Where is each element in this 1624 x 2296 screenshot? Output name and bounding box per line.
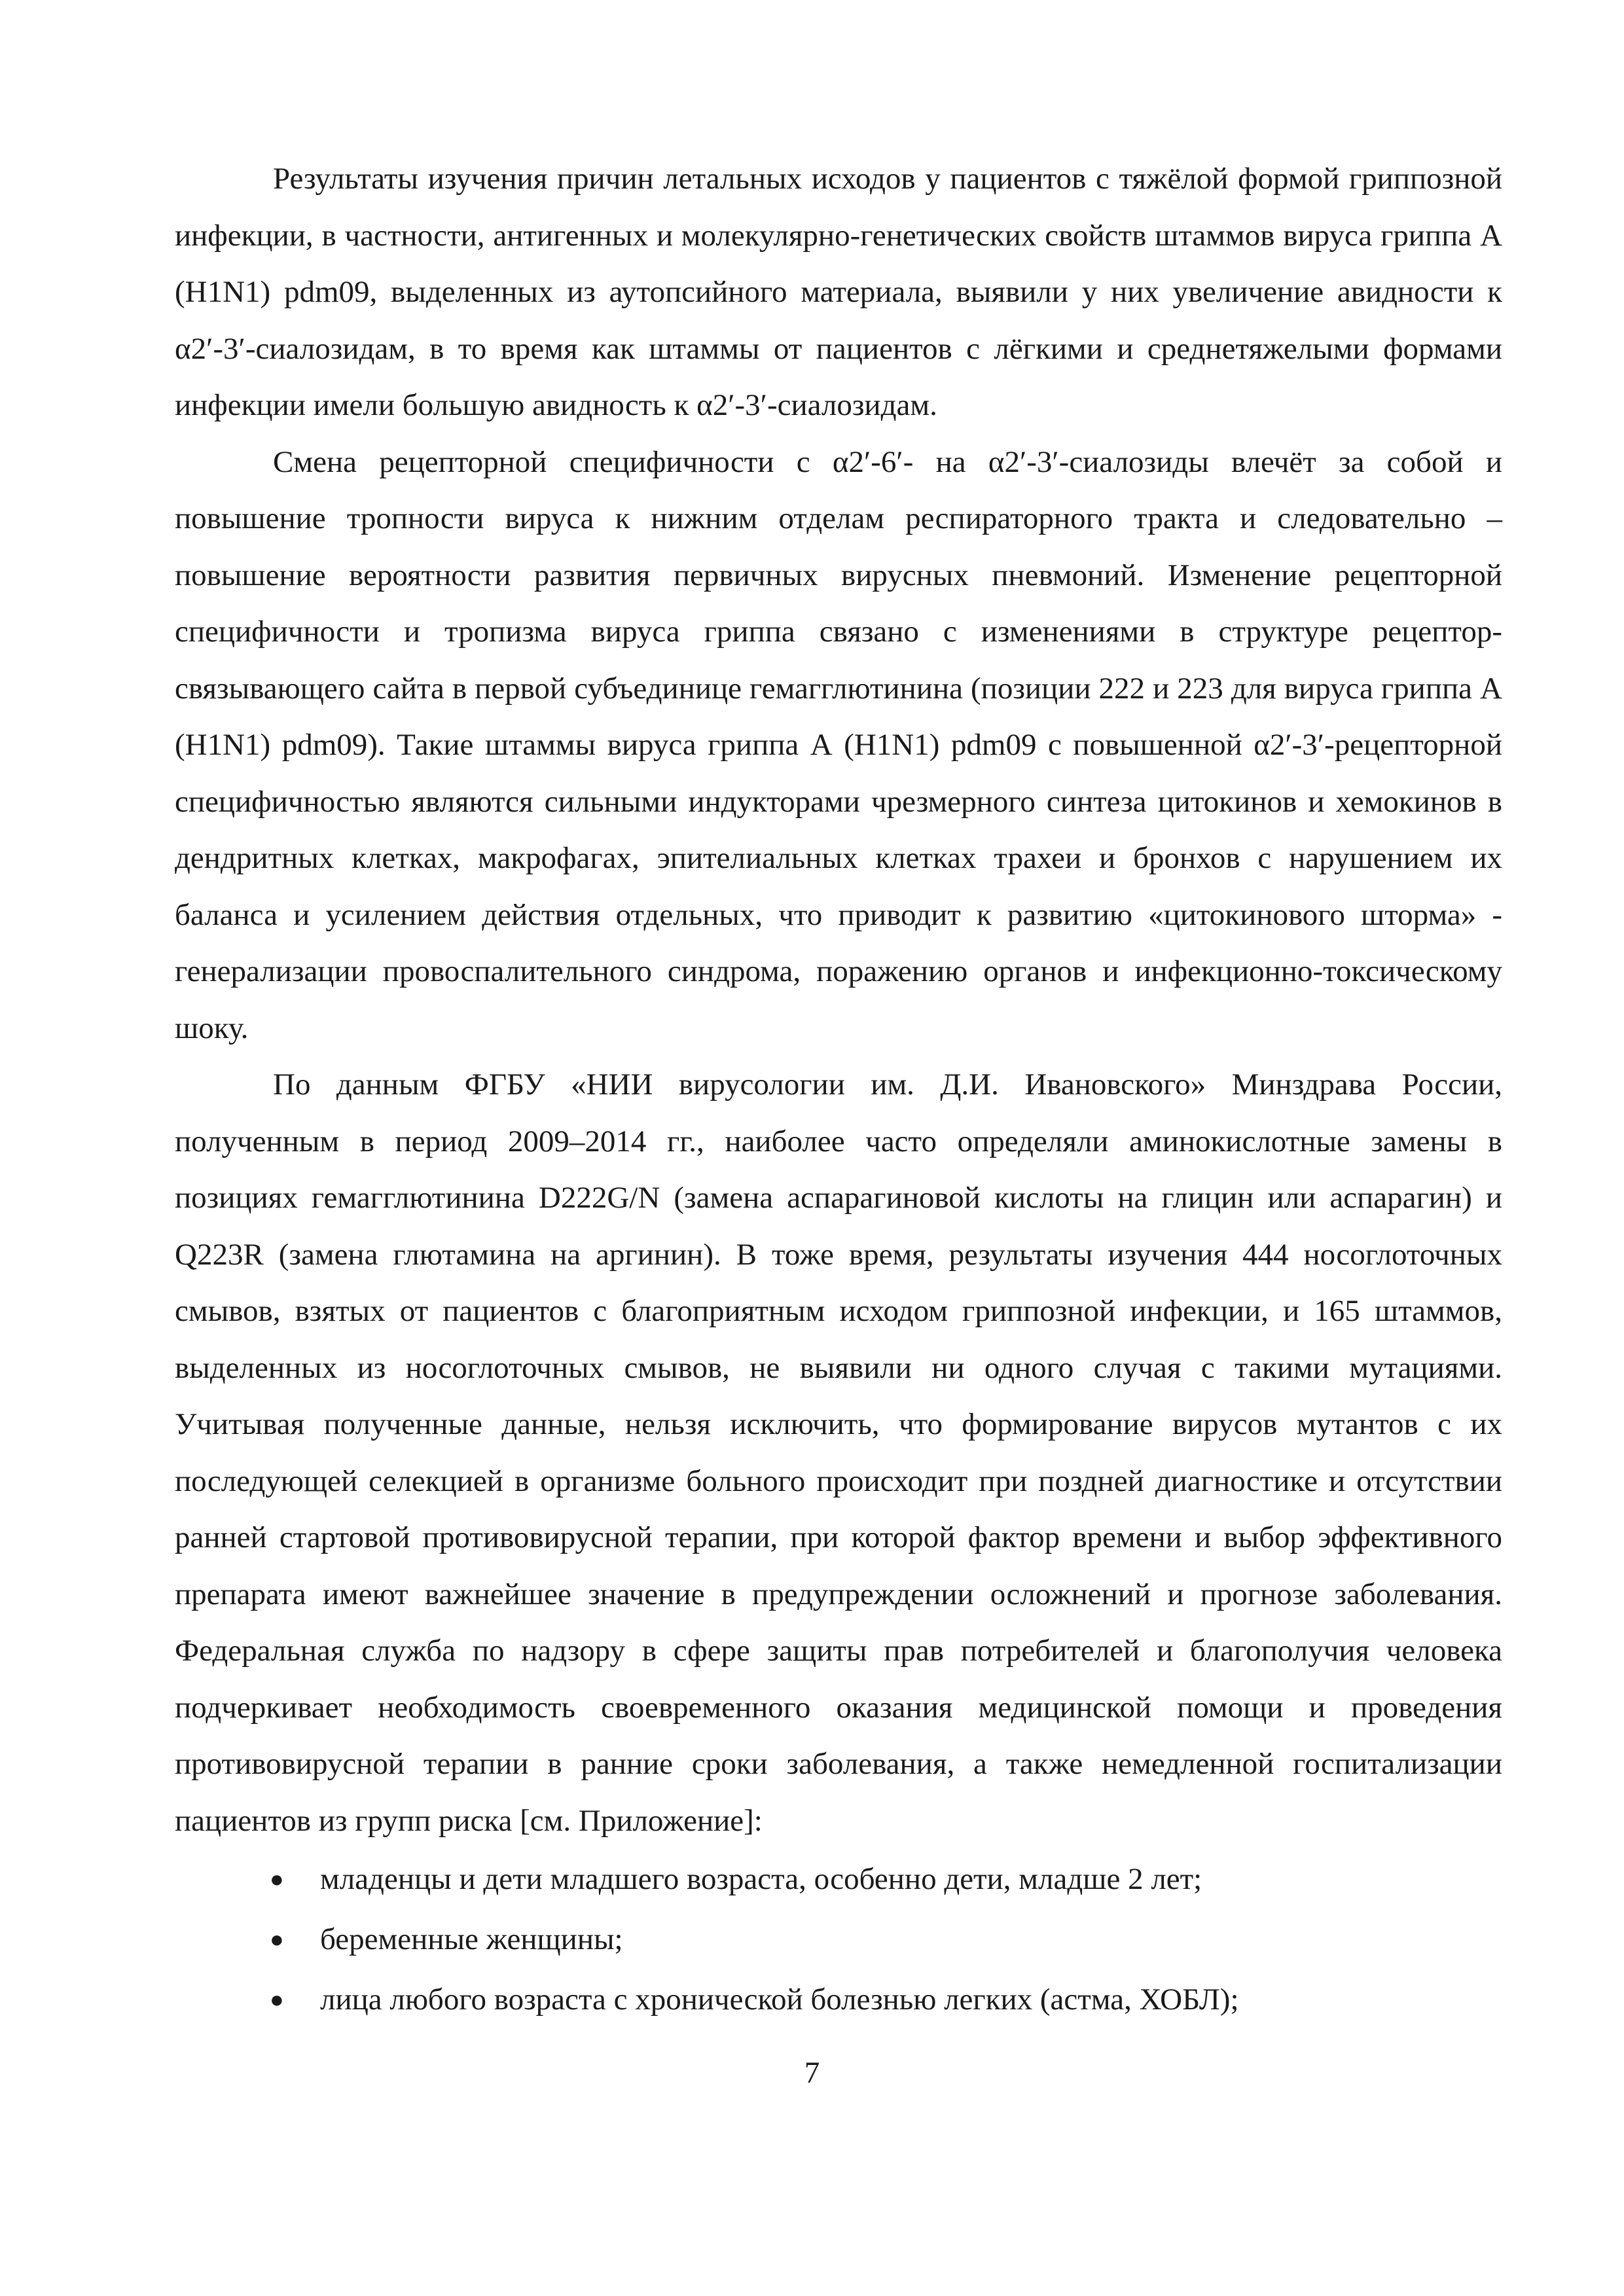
list-item <box>175 1969 1502 2030</box>
paragraph-2: Смена рецепторной специфичности с α2′-6′- на α2′-3′-сиалозиды влечёт за собой и повышение тропности вируса к нижним отделам респираторного тракта и следовательно – повышение вероятности развития первичных вирусных пневмоний. Изменение рецепторной специфичности и тропизма вируса гриппа связано с изменениями в структуре рецептор-связывающего сайта в первой субъединице гемагглютинина (позиции 222 и 223 для вируса гриппа А (H1N1) pdm09). Такие штаммы вируса гриппа А (H1N1) pdm09 с повышенной α2′-3′-рецепторной специфичностью являются сильными индукторами чрезмерного синтеза цитокинов и хемокинов в дендритных клетках, макрофагах, эпителиальных клетках трахеи и бронхов с нарушением их баланса и усилением действия отдельных, что приводит к развитию «цитокинового шторма» - генерализации провоспалительного синдрома, поражению органов и инфекционно-токсическому шоку. <box>175 444 1502 1045</box>
page-number: 7 <box>804 2056 820 2090</box>
paragraph-1: Результаты изучения причин летальных исходов у пациентов с тяжёлой формой гриппозной инфекции, в частности, антигенных и молекулярно-генетических свойств штаммов вируса гриппа А (H1N1) pdm09, выделенных из аутопсийного материала, выявили у них увеличение авидности к α2′-3′-сиалозидам, в то время как штаммы от пациентов с лёгкими и среднетяжелыми формами инфекции имели большую авидность к α2′-3′-сиалозидам. <box>175 162 1502 422</box>
bullet-icon: ● <box>270 1926 284 1952</box>
page-body <box>175 151 1502 2030</box>
list-item-text: младенцы и дети младшего возраста, особенно дети, младше 2 лет; <box>320 1862 1202 1896</box>
risk-group-list <box>175 1849 1502 2030</box>
bullet-icon: ● <box>270 1866 284 1892</box>
paragraph-3: По данным ФГБУ «НИИ вирусологии им. Д.И. Ивановского» Минздрава России, полученным в период 2009–2014 гг., наиболее часто определяли аминокислотные замены в позициях гемагглютинина D222G/N (замена аспарагиновой кислоты на глицин или аспарагин) и Q223R (замена глютамина на аргинин). В тоже время, результаты изучения 444 носоглоточных смывов, взятых от пациентов с благоприятным исходом гриппозной инфекции, и 165 штаммов, выделенных из носоглоточных смывов, не выявили ни одного случая с такими мутациями. Учитывая полученные данные, нельзя исключить, что формирование вирусов мутантов с их последующей селекцией в организме больного происходит при поздней диагностике и отсутствии ранней стартовой противовирусной терапии, при которой фактор времени и выбор эффективного препарата имеют важнейшее значение в предупреждении осложнений и прогнозе заболевания. Федеральная служба по надзору в сфере защиты прав потребителей и благополучия человека подчеркивает необходимость своевременного оказания медицинской помощи и проведения противовирусной терапии в ранние сроки заболевания, а также немедленной госпитализации пациентов из групп риска [см. Приложение]: <box>175 1067 1502 1838</box>
bullet-icon: ● <box>270 1986 284 2013</box>
list-item <box>175 1909 1502 1969</box>
list-item <box>175 1849 1502 1909</box>
list-item-text: лица любого возраста с хронической болезнью легких (астма, ХОБЛ); <box>320 1982 1239 2017</box>
list-item-text: беременные женщины; <box>320 1922 623 1956</box>
